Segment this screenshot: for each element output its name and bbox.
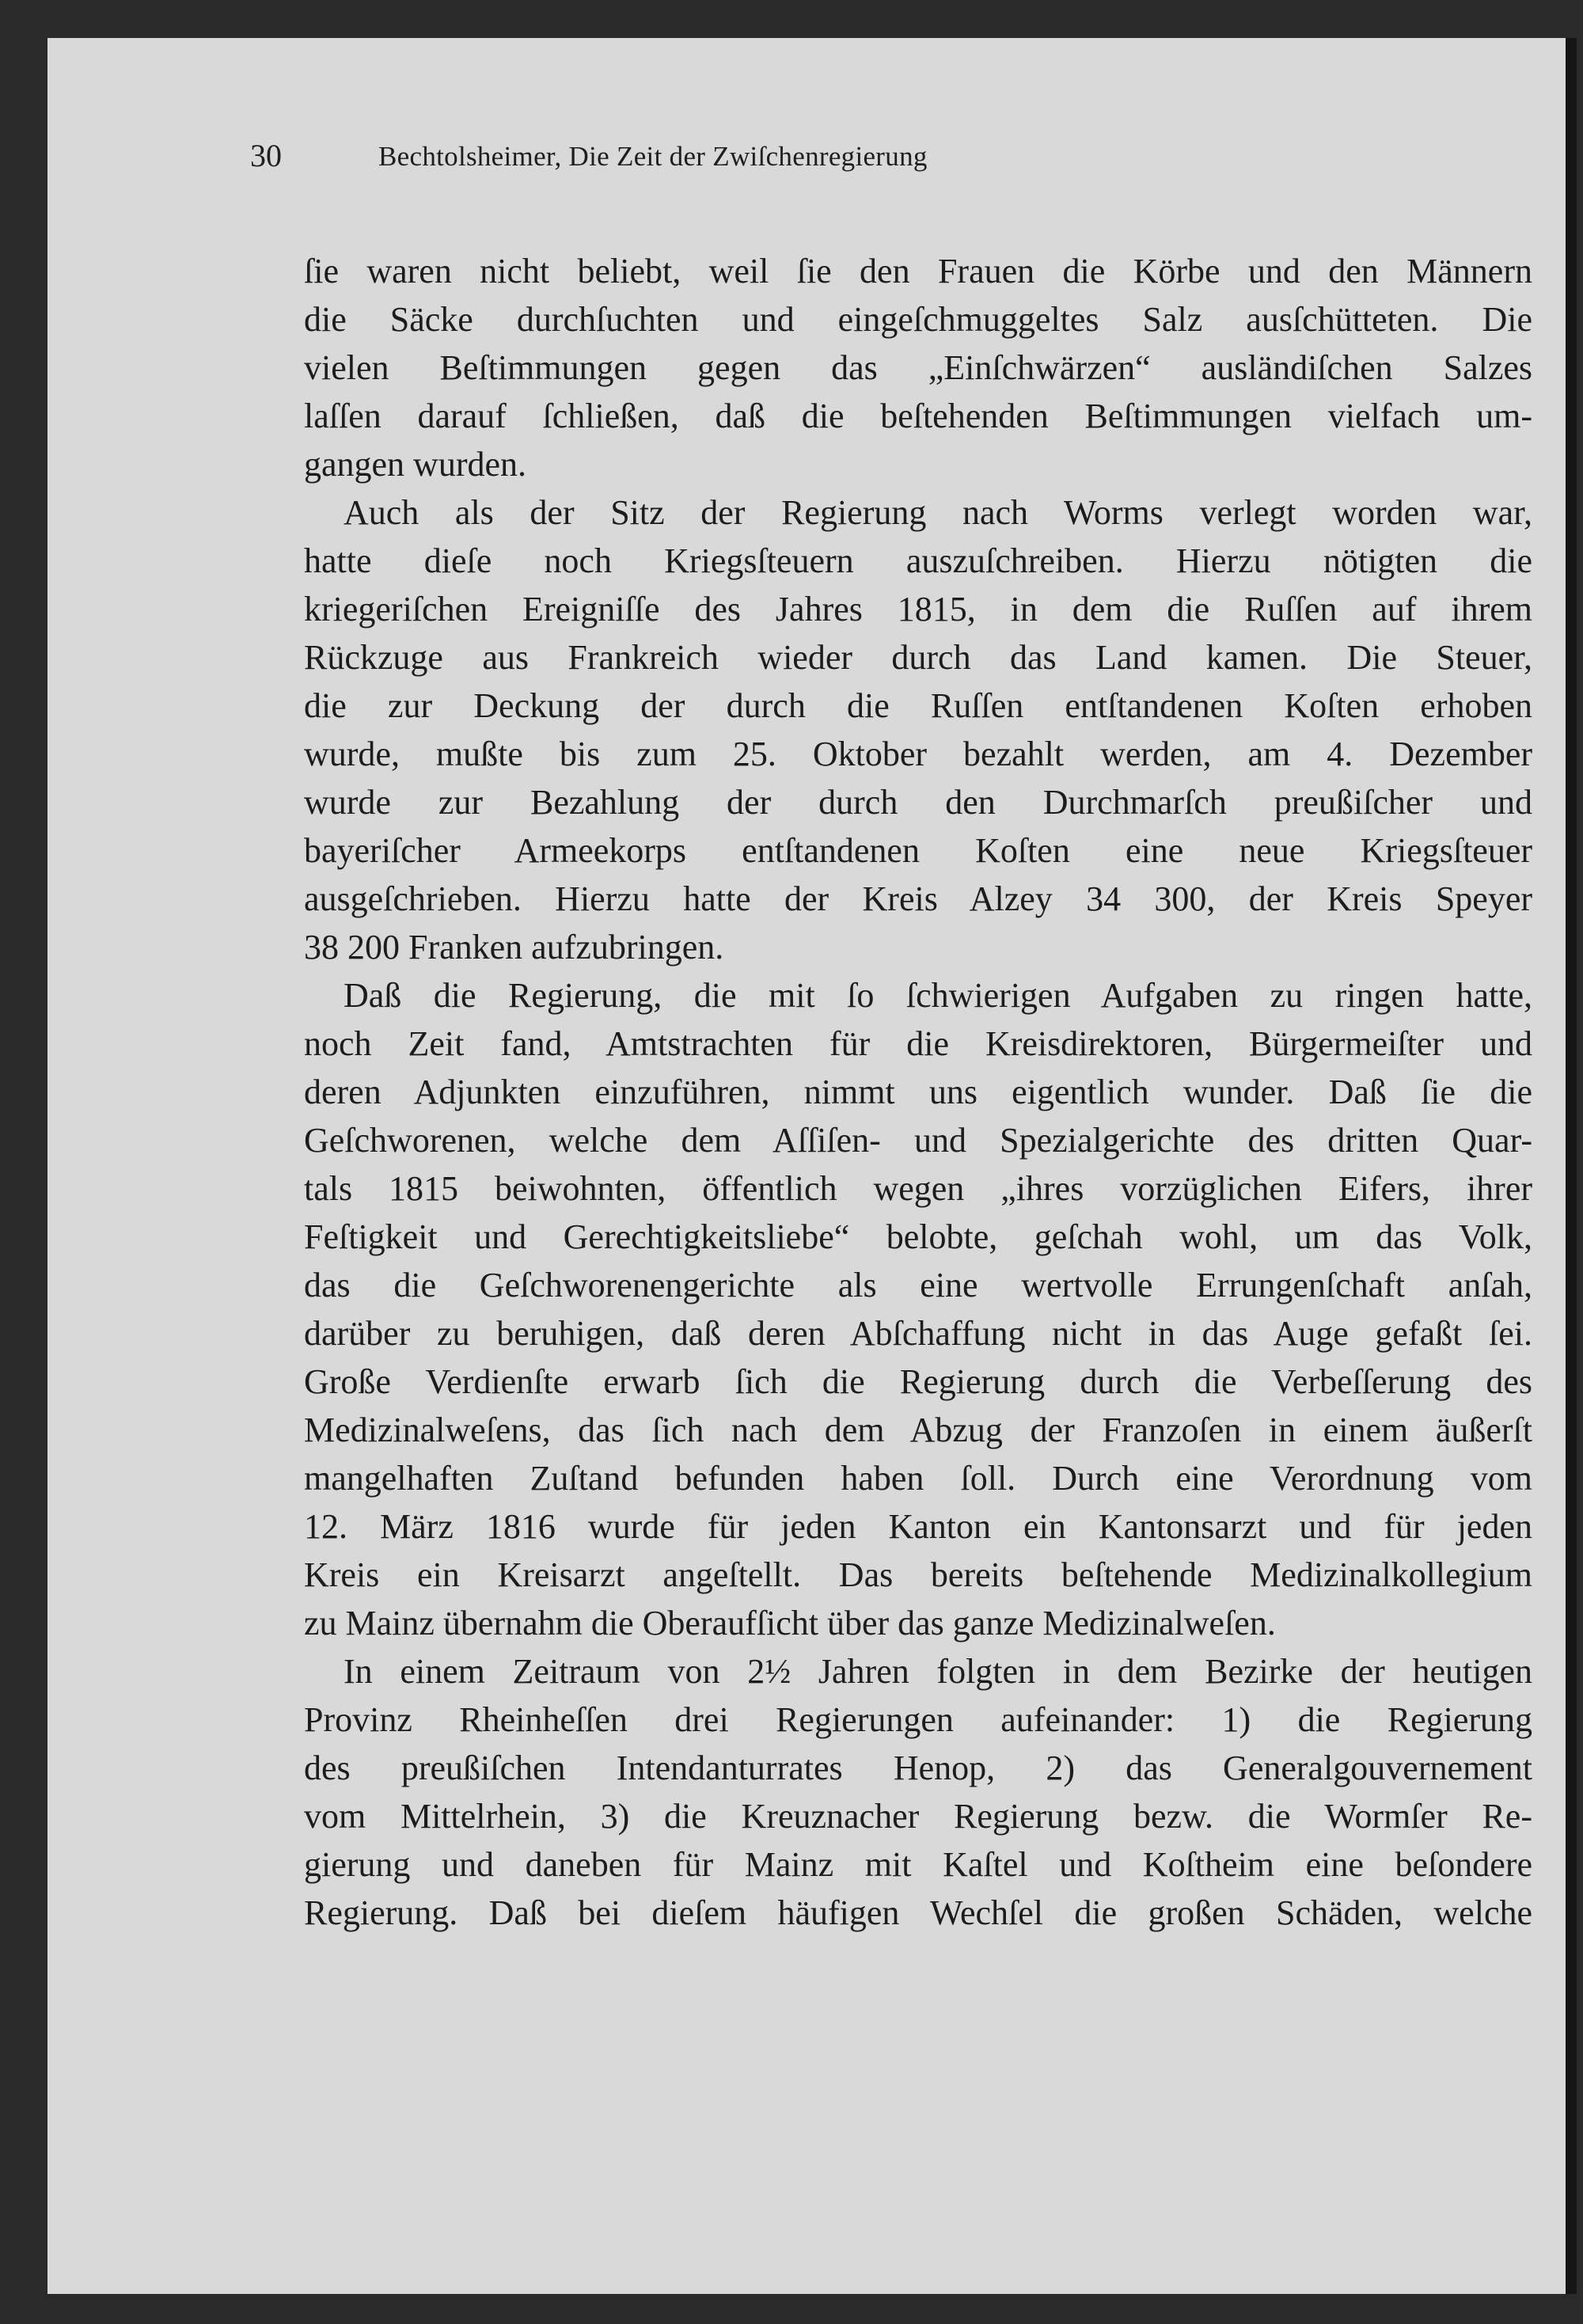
running-head: Bechtolsheimer, Die Zeit der Zwiſchenregierung [378,141,928,172]
text-line: Daß die Regierung, die mit ſo ſchwierigen Aufgaben zu ringen hatte, [344,976,1532,1015]
text-line: deren Adjunkten einzuführen, nimmt uns eigentlich wunder. Daß ſie die [304,1073,1532,1111]
text-line: Große Verdienſte erwarb ſich die Regierung durch die Verbeſſerung des [304,1362,1532,1401]
text-line: Regierung. Daß bei dieſem häufigen Wechſel die großen Schäden, welche [304,1893,1532,1932]
text-line: noch Zeit fand, Amtstrachten für die Kreisdirektoren, Bürgermeiſter und [304,1024,1532,1063]
text-line: die zur Deckung der durch die Ruſſen entſtandenen Koſten erhoben [304,686,1532,725]
text-line: tals 1815 beiwohnten, öffentlich wegen „ihres vorzüglichen Eifers, ihrer [304,1169,1532,1208]
text-line: laſſen darauf ſchließen, daß die beſtehenden Beſtimmungen vielfach um- [304,397,1532,435]
text-line: zu Mainz übernahm die Oberaufſicht über das ganze Medizinalweſen. [304,1604,1276,1642]
text-line: ſie waren nicht beliebt, weil ſie den Frauen die Körbe und den Männern [304,252,1532,290]
text-line: mangelhaften Zuſtand befunden haben ſoll. Durch eine Verordnung vom [304,1459,1532,1498]
text-line: vielen Beſtimmungen gegen das „Einſchwärzen“ ausländiſchen Salzes [304,348,1532,387]
text-line: ausgeſchrieben. Hierzu hatte der Kreis Alzey 34 300, der Kreis Speyer [304,879,1532,918]
text-line: In einem Zeitraum von 2½ Jahren folgten in dem Bezirke der heutigen [344,1652,1532,1691]
text-line: Kreis ein Kreisarzt angeſtellt. Das bereits beſtehende Medizinalkollegium [304,1555,1532,1594]
page-header [250,136,1279,176]
text-line: wurde zur Bezahlung der durch den Durchmarſch preußiſcher und [304,783,1532,822]
text-line: 12. März 1816 wurde für jeden Kanton ein Kantonsarzt und für jeden [304,1507,1532,1546]
text-line: 38 200 Franken aufzubringen. [304,928,724,966]
text-line: vom Mittelrhein, 3) die Kreuznacher Regierung bezw. die Wormſer Re- [304,1797,1532,1836]
body-text [304,247,1532,1937]
text-line: Provinz Rheinheſſen drei Regierungen aufeinander: 1) die Regierung [304,1700,1532,1739]
text-line: gangen wurden. [304,445,527,484]
text-line: Feſtigkeit und Gerechtigkeitsliebe“ belobte, geſchah wohl, um das Volk, [304,1217,1532,1256]
text-line: gierung und daneben für Mainz mit Kaſtel und Koſtheim eine beſondere [304,1845,1532,1884]
text-line: darüber zu beruhigen, daß deren Abſchaffung nicht in das Auge gefaßt ſei. [304,1314,1532,1353]
text-line: Medizinalweſens, das ſich nach dem Abzug der Franzoſen in einem äußerſt [304,1411,1532,1449]
text-line: hatte dieſe noch Kriegsſteuern auszuſchreiben. Hierzu nötigten die [304,541,1532,580]
text-line: die Säcke durchſuchten und eingeſchmuggeltes Salz ausſchütteten. Die [304,300,1532,339]
text-line: bayeriſcher Armeekorps entſtandenen Koſten eine neue Kriegsſteuer [304,831,1532,870]
text-line: wurde, mußte bis zum 25. Oktober bezahlt werden, am 4. Dezember [304,735,1532,773]
text-line: das die Geſchworenengerichte als eine wertvolle Errungenſchaft anſah, [304,1266,1532,1304]
text-line: Auch als der Sitz der Regierung nach Worms verlegt worden war, [344,493,1532,532]
text-line: kriegeriſchen Ereigniſſe des Jahres 1815, in dem die Ruſſen auf ihrem [304,590,1532,628]
text-line: des preußiſchen Intendanturrates Henop, 2) das Generalgouvernement [304,1749,1532,1787]
text-line: Rückzuge aus Frankreich wieder durch das Land kamen. Die Steuer, [304,638,1532,677]
page-number: 30 [250,138,282,173]
text-line: Geſchworenen, welche dem Aſſiſen- und Spezialgerichte des dritten Quar- [304,1121,1532,1160]
